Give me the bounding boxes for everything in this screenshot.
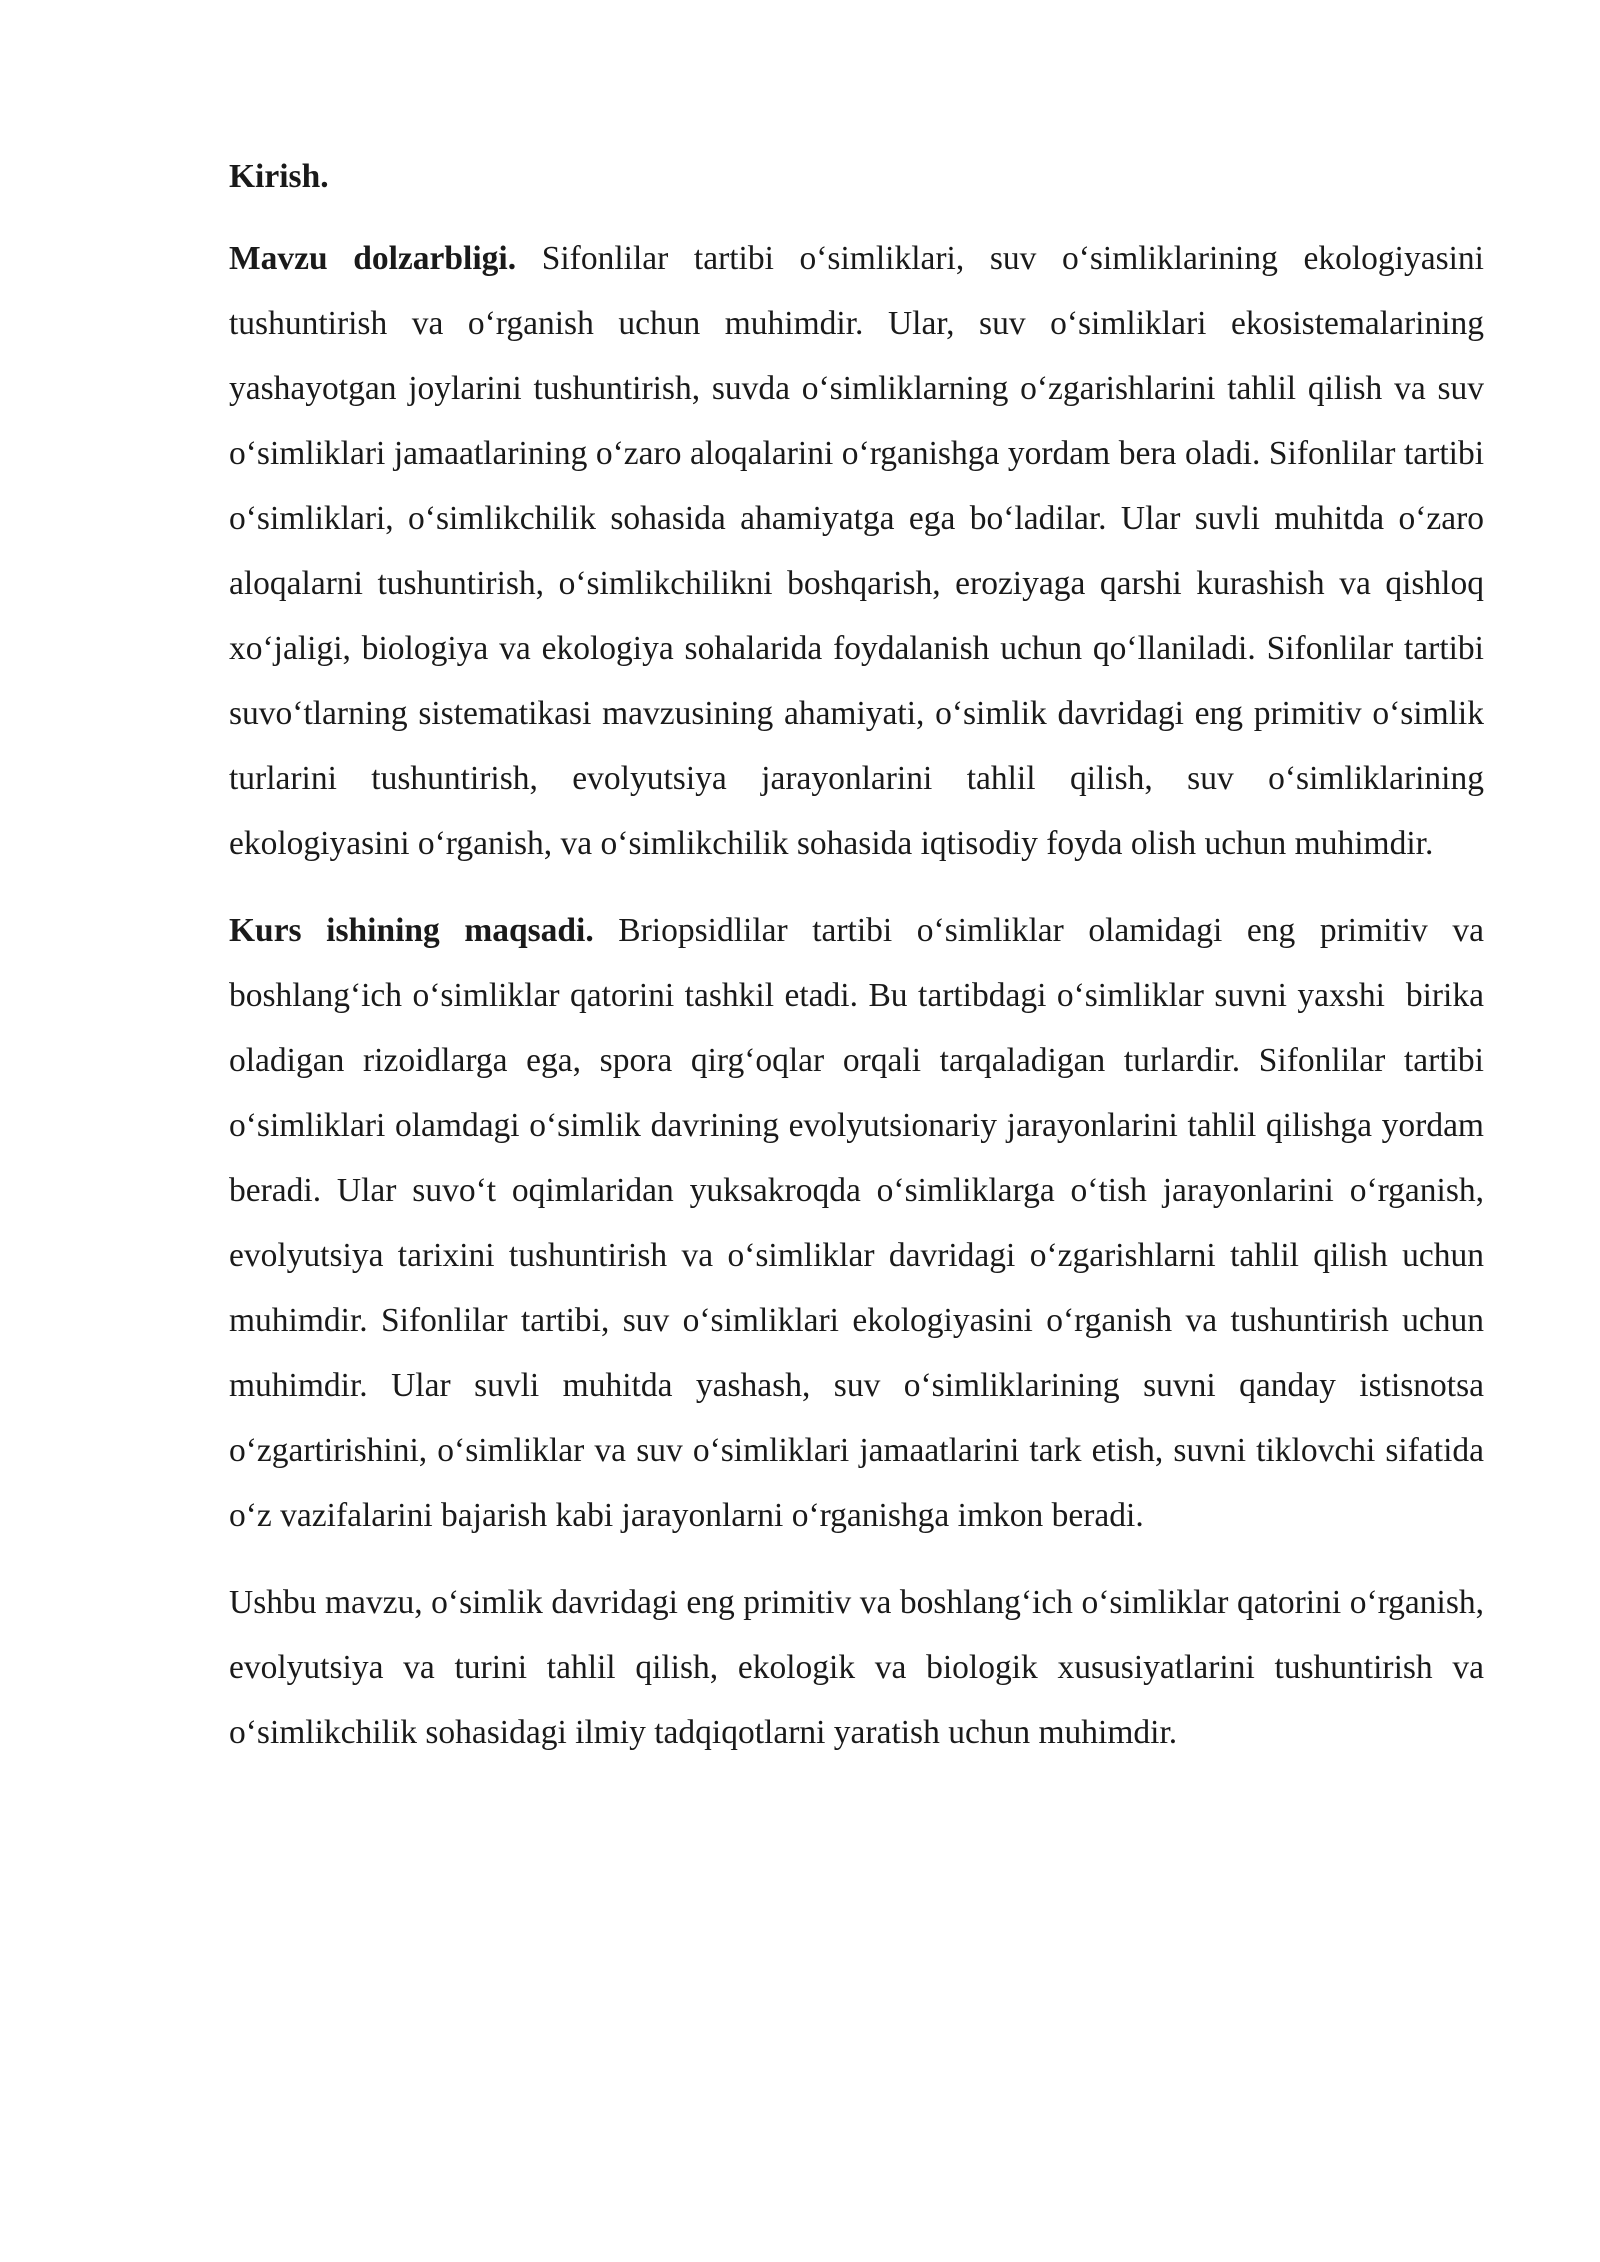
- paragraph-lead: Mavzu dolzarbligi.: [229, 240, 517, 277]
- paragraph-lead: Kurs ishining maqsadi.: [229, 912, 594, 949]
- document-page: [229, 148, 1493, 1787]
- paragraph-text: Sifonlilar tartibi o‘simliklari, suv o‘simliklarining ekologiyasini tushuntirish va o‘rganish uchun muhimdir. Ular, suv o‘simliklari ekosistemalarining yashayotgan joylarini tushuntirish, suvda o‘simliklarning o‘zgarishlarini tahlil qilish va suv o‘simliklari jamaatlarining o‘zaro aloqalarini o‘rganishga yordam bera oladi. Sifonlilar tartibi o‘simliklari, o‘simlikchilik sohasida ahamiyatga ega bo‘ladilar. Ular suvli muhitda o‘zaro aloqalarni tushuntirish, o‘simlikchilikni boshqarish, eroziyaga qarshi kurashish va qishloq xo‘jaligi, biologiya va ekologiya sohalarida foydalanish uchun qo‘llaniladi. Sifonlilar tartibi suvo‘tlarning sistematikasi mavzusining ahamiyati, o‘simlik davridagi eng primitiv o‘simlik turlarini tushuntirish, evolyutsiya jarayonlarini tahlil qilish, suv o‘simliklarining ekologiyasini o‘rganish, va o‘simlikchilik sohasida iqtisodiy foyda olish uchun muhimdir.: [229, 240, 1493, 862]
- section-heading: Kirish.: [229, 158, 329, 195]
- paragraph-relevance: [229, 226, 1493, 876]
- paragraph-text: Briopsidlilar tartibi o‘simliklar olamidagi eng primitiv va boshlang‘ich o‘simliklar qatorini tashkil etadi. Bu tartibdagi o‘simliklar suvni yaxshi birika oladigan rizoidlarga ega, spora qirg‘oqlar orqali tarqaladigan turlardir. Sifonlilar tartibi o‘simliklari olamdagi o‘simlik davrining evolyutsionariy jarayonlarini tahlil qilishga yordam beradi. Ular suvo‘t oqimlaridan yuksakroqda o‘simliklarga o‘tish jarayonlarini o‘rganish, evolyutsiya tarixini tushuntirish va o‘simliklar davridagi o‘zgarishlarni tahlil qilish uchun muhimdir. Sifonlilar tartibi, suv o‘simliklari ekologiyasini o‘rganish va tushuntirish uchun muhimdir. Ular suvli muhitda yashash, suv o‘simliklarining suvni qanday istisnotsa o‘zgartirishini, o‘simliklar va suv o‘simliklari jamaatlarini tark etish, suvni tiklovchi sifatida o‘z vazifalarini bajarish kabi jarayonlarni o‘rganishga imkon beradi.: [229, 912, 1493, 1534]
- paragraph-goal: [229, 898, 1493, 1548]
- paragraph-summary: [229, 1570, 1493, 1765]
- paragraph-text: Ushbu mavzu, o‘simlik davridagi eng primitiv va boshlang‘ich o‘simliklar qatorini o‘rganish, evolyutsiya va turini tahlil qilish, ekologik va biologik xususiyatlarini tushuntirish va o‘simlikchilik sohasidagi ilmiy tadqiqotlarni yaratish uchun muhimdir.: [229, 1584, 1493, 1751]
